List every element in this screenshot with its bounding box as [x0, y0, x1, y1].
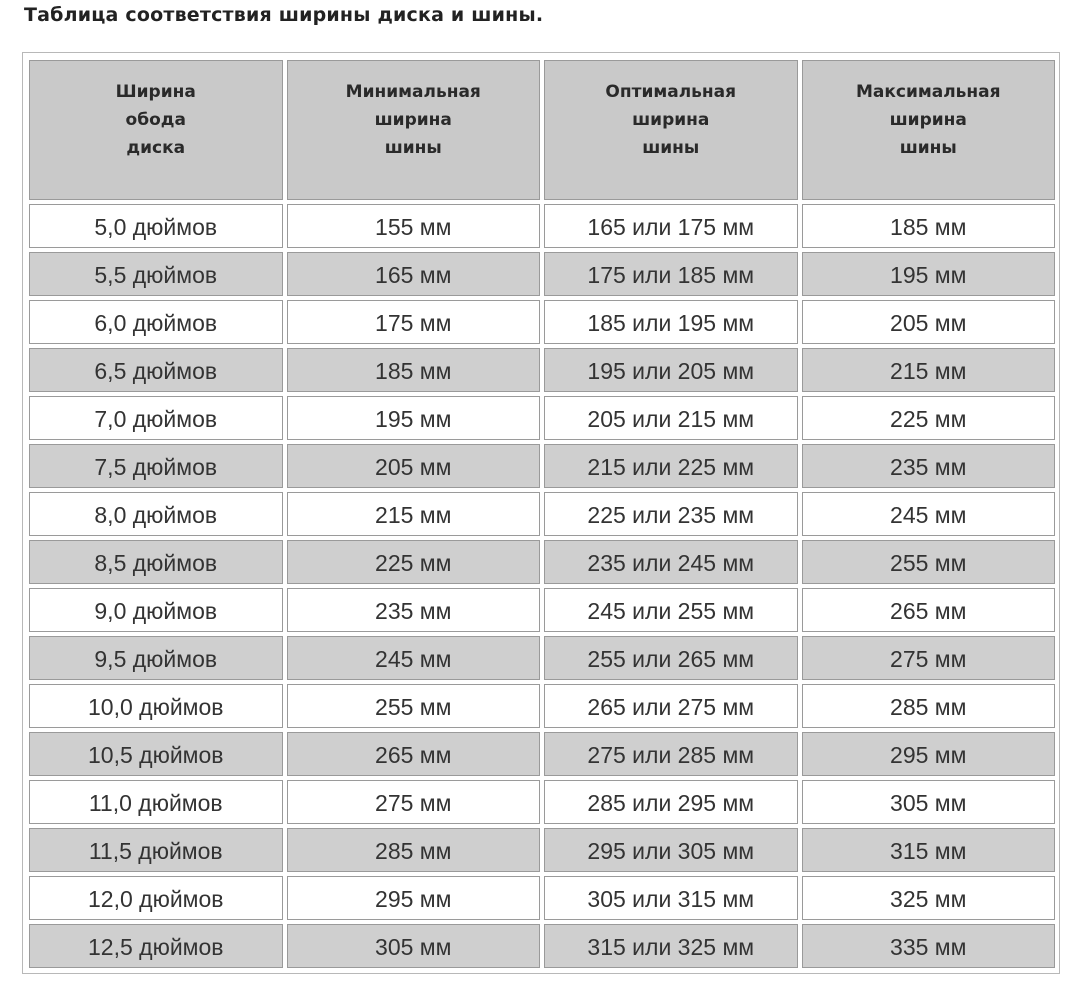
header-label: Оптимальная ширина шины [605, 82, 737, 158]
cell-max-tire-width: 295 мм [802, 732, 1056, 776]
header-min-tire-width [287, 60, 541, 200]
cell-min-tire-width: 255 мм [287, 684, 541, 728]
cell-rim-width: 10,5 дюймов [29, 732, 283, 776]
cell-max-tire-width: 325 мм [802, 876, 1056, 920]
table-row [29, 828, 1055, 872]
header-max-tire-width [802, 60, 1056, 200]
table-row [29, 252, 1055, 296]
cell-max-tire-width: 225 мм [802, 396, 1056, 440]
cell-optimal-tire-width: 315 или 325 мм [544, 924, 798, 968]
cell-rim-width: 9,5 дюймов [29, 636, 283, 680]
cell-max-tire-width: 335 мм [802, 924, 1056, 968]
cell-max-tire-width: 235 мм [802, 444, 1056, 488]
cell-rim-width: 11,0 дюймов [29, 780, 283, 824]
table-row [29, 780, 1055, 824]
cell-max-tire-width: 305 мм [802, 780, 1056, 824]
cell-max-tire-width: 255 мм [802, 540, 1056, 584]
cell-min-tire-width: 285 мм [287, 828, 541, 872]
cell-min-tire-width: 165 мм [287, 252, 541, 296]
cell-rim-width: 6,0 дюймов [29, 300, 283, 344]
cell-min-tire-width: 265 мм [287, 732, 541, 776]
table-row [29, 732, 1055, 776]
table-row [29, 684, 1055, 728]
cell-optimal-tire-width: 295 или 305 мм [544, 828, 798, 872]
header-optimal-tire-width [544, 60, 798, 200]
header-label: Максимальная ширина шины [855, 82, 1001, 158]
cell-min-tire-width: 235 мм [287, 588, 541, 632]
cell-optimal-tire-width: 205 или 215 мм [544, 396, 798, 440]
cell-max-tire-width: 275 мм [802, 636, 1056, 680]
cell-min-tire-width: 295 мм [287, 876, 541, 920]
cell-rim-width: 7,5 дюймов [29, 444, 283, 488]
table-row [29, 444, 1055, 488]
cell-max-tire-width: 215 мм [802, 348, 1056, 392]
cell-rim-width: 8,5 дюймов [29, 540, 283, 584]
cell-min-tire-width: 195 мм [287, 396, 541, 440]
table-row [29, 300, 1055, 344]
cell-min-tire-width: 275 мм [287, 780, 541, 824]
cell-optimal-tire-width: 285 или 295 мм [544, 780, 798, 824]
table-row [29, 876, 1055, 920]
cell-min-tire-width: 245 мм [287, 636, 541, 680]
table-row [29, 204, 1055, 248]
cell-rim-width: 10,0 дюймов [29, 684, 283, 728]
cell-optimal-tire-width: 265 или 275 мм [544, 684, 798, 728]
cell-rim-width: 9,0 дюймов [29, 588, 283, 632]
cell-min-tire-width: 305 мм [287, 924, 541, 968]
cell-min-tire-width: 205 мм [287, 444, 541, 488]
cell-optimal-tire-width: 235 или 245 мм [544, 540, 798, 584]
cell-rim-width: 6,5 дюймов [29, 348, 283, 392]
header-rim-width [29, 60, 283, 200]
rim-tire-width-table [25, 56, 1059, 972]
cell-rim-width: 5,0 дюймов [29, 204, 283, 248]
table-row [29, 924, 1055, 968]
header-label: Ширина обода диска [115, 82, 196, 158]
cell-min-tire-width: 185 мм [287, 348, 541, 392]
table-row [29, 492, 1055, 536]
cell-optimal-tire-width: 185 или 195 мм [544, 300, 798, 344]
cell-min-tire-width: 225 мм [287, 540, 541, 584]
table-row [29, 540, 1055, 584]
cell-rim-width: 12,0 дюймов [29, 876, 283, 920]
cell-rim-width: 5,5 дюймов [29, 252, 283, 296]
cell-rim-width: 8,0 дюймов [29, 492, 283, 536]
cell-rim-width: 7,0 дюймов [29, 396, 283, 440]
table-row [29, 588, 1055, 632]
cell-min-tire-width: 215 мм [287, 492, 541, 536]
table-row [29, 396, 1055, 440]
cell-optimal-tire-width: 275 или 285 мм [544, 732, 798, 776]
cell-optimal-tire-width: 215 или 225 мм [544, 444, 798, 488]
cell-optimal-tire-width: 225 или 235 мм [544, 492, 798, 536]
cell-max-tire-width: 245 мм [802, 492, 1056, 536]
cell-optimal-tire-width: 195 или 205 мм [544, 348, 798, 392]
cell-optimal-tire-width: 305 или 315 мм [544, 876, 798, 920]
cell-max-tire-width: 315 мм [802, 828, 1056, 872]
cell-min-tire-width: 175 мм [287, 300, 541, 344]
table-body [29, 204, 1055, 968]
cell-max-tire-width: 285 мм [802, 684, 1056, 728]
cell-optimal-tire-width: 175 или 185 мм [544, 252, 798, 296]
table-row [29, 636, 1055, 680]
cell-min-tire-width: 155 мм [287, 204, 541, 248]
cell-rim-width: 11,5 дюймов [29, 828, 283, 872]
table-header-row [29, 60, 1055, 200]
cell-max-tire-width: 185 мм [802, 204, 1056, 248]
cell-max-tire-width: 265 мм [802, 588, 1056, 632]
cell-rim-width: 12,5 дюймов [29, 924, 283, 968]
cell-max-tire-width: 205 мм [802, 300, 1056, 344]
cell-max-tire-width: 195 мм [802, 252, 1056, 296]
header-label: Минимальная ширина шины [345, 82, 481, 158]
page-title: Таблица соответствия ширины диска и шины. [24, 4, 544, 26]
cell-optimal-tire-width: 165 или 175 мм [544, 204, 798, 248]
cell-optimal-tire-width: 245 или 255 мм [544, 588, 798, 632]
cell-optimal-tire-width: 255 или 265 мм [544, 636, 798, 680]
table-row [29, 348, 1055, 392]
